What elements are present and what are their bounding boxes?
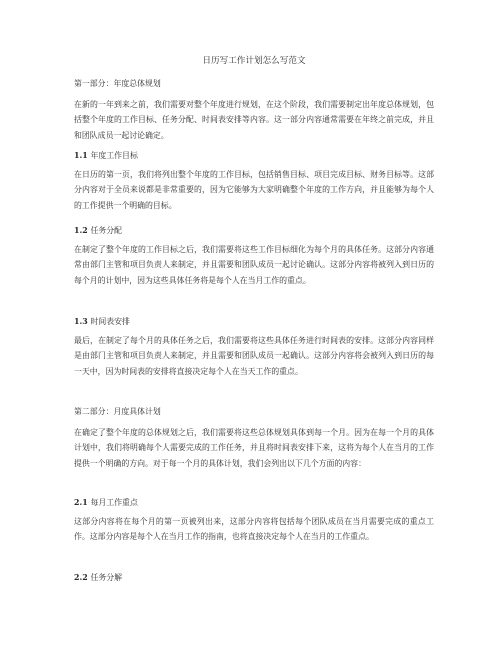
section-title: 任务分配 <box>90 226 123 235</box>
section-2-2-heading <box>74 572 122 584</box>
section-number: 1.1 <box>74 151 88 160</box>
section-1-2-heading <box>74 225 122 237</box>
section-title: 时间表安排 <box>90 317 130 326</box>
section-1-3-heading <box>74 316 130 328</box>
section-title: 每月工作重点 <box>90 498 138 507</box>
section-1-1-paragraph: 在日历的第一页，我们将列出整个年度的工作目标，包括销售目标、项目完成目标、财务目标等。这部分内容对于全员来说都是非常重要的，因为它能够为大家明确整个年度的工作方向，并且能够为每个人的工作提供一个明确的目标。 <box>74 170 434 210</box>
section-number: 1.2 <box>74 226 88 235</box>
section-title: 任务分解 <box>90 573 123 582</box>
section-number: 2.1 <box>74 498 88 507</box>
part2-paragraph: 在确定了整个年度的总体规划之后，我们需要将这些总体规划具体到每一个月。因为在每一个月的具体计划中，我们将明确每个人需要完成的工作任务，并且将时间表安排下来，这将为每个人在当月的工作提供一个明确的方向。对于每一个月的具体计划，我们会列出以下几个方面的内容： <box>74 428 434 468</box>
section-2-1-paragraph: 这部分内容将在每个月的第一页被列出来，这部分内容将包括每个团队成员在当月需要完成的重点工作。这部分内容是每个人在当月工作的指南，也将直接决定每个人在当月的工作重点。 <box>74 517 434 542</box>
section-1-2-paragraph: 在制定了整个年度的工作目标之后，我们需要将这些工作目标细化为每个月的具体任务。这部分内容通常由部门主管和项目负责人来制定，并且需要和团队成员一起讨论确认。这部分内容将被列入到日历的每个月的计划中，因为这些具体任务将是每个人在当月工作的重点。 <box>74 245 434 285</box>
part1-paragraph: 在新的一年到来之前，我们需要对整个年度进行规划，在这个阶段，我们需要制定出年度总体规划，包括整个年度的工作目标、任务分配、时间表安排等内容。这一部分内容通常需要在年终之前完成，并且和团队成员一起讨论确定。 <box>74 100 434 140</box>
part2-heading: 第二部分：月度具体计划 <box>74 407 161 416</box>
document-title: 日历写工作计划怎么写范文 <box>202 56 306 66</box>
section-2-1-heading <box>74 497 138 509</box>
section-title: 年度工作目标 <box>90 151 138 160</box>
section-1-3-paragraph: 最后，在制定了每个月的具体任务之后，我们需要将这些具体任务进行时间表的安排。这部分内容同样是由部门主管和项目负责人来制定，并且需要和团队成员一起确认。这部分内容将会被列入到日历的每一天中，因为时间表的安排将直接决定每个人在当天工作的重点。 <box>74 336 434 376</box>
section-number: 2.2 <box>74 573 88 582</box>
part1-heading: 第一部分：年度总体规划 <box>74 79 161 88</box>
section-number: 1.3 <box>74 317 88 326</box>
section-1-1-heading <box>74 150 138 162</box>
